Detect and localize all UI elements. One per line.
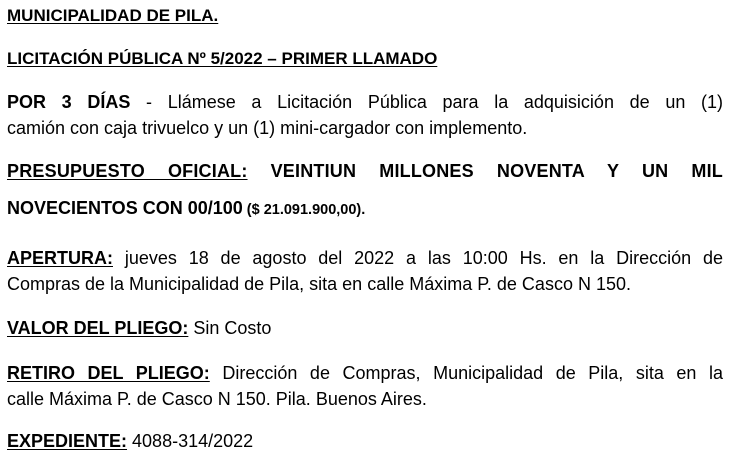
presupuesto-text-2: NOVECIENTOS CON 00/100	[7, 198, 243, 218]
por-dias-line-1	[7, 92, 723, 113]
apertura-text-2: Compras de la Municipalidad de Pila, sita en calle Máxima P. de Casco N 150.	[7, 274, 631, 294]
presupuesto-amount: ($ 21.091.900,00).	[242, 202, 366, 218]
expediente-line	[7, 431, 253, 452]
expediente-label: EXPEDIENTE:	[7, 431, 128, 451]
presupuesto-line-1	[7, 161, 723, 182]
por-dias-text-2: camión con caja trivuelco y un (1) mini-cargador con implemento.	[7, 118, 528, 138]
presupuesto-text-1: VEINTIUN MILLONES NOVENTA Y UN MIL	[247, 161, 723, 181]
apertura-text-1: jueves 18 de agosto del 2022 a las 10:00 Hs. en la Dirección de	[113, 248, 723, 268]
apertura-line-1	[7, 248, 723, 269]
valor-label: VALOR DEL PLIEGO:	[7, 318, 189, 338]
por-dias-separator: -	[130, 92, 168, 112]
retiro-line-1	[7, 363, 723, 384]
por-dias-text-1: Llámese a Licitación Pública para la adquisición de un (1)	[167, 92, 724, 112]
apertura-label: APERTURA:	[7, 248, 113, 268]
retiro-text-1: Dirección de Compras, Municipalidad de Pila, sita en la	[209, 363, 724, 383]
por-dias-label: POR 3 DÍAS	[7, 92, 131, 112]
retiro-label: RETIRO DEL PLIEGO:	[7, 363, 210, 383]
retiro-text-2: calle Máxima P. de Casco N 150. Pila. Buenos Aires.	[7, 389, 427, 409]
expediente-text: 4088-314/2022	[127, 431, 254, 451]
presupuesto-label: PRESUPUESTO OFICIAL:	[7, 161, 248, 181]
valor-line	[7, 318, 271, 339]
presupuesto-line-2	[7, 198, 365, 219]
valor-text: Sin Costo	[188, 318, 272, 338]
municipality-title: MUNICIPALIDAD DE PILA.	[7, 6, 219, 25]
tender-subtitle: LICITACIÓN PÚBLICA Nº 5/2022 – PRIMER LLAMADO	[7, 49, 438, 68]
